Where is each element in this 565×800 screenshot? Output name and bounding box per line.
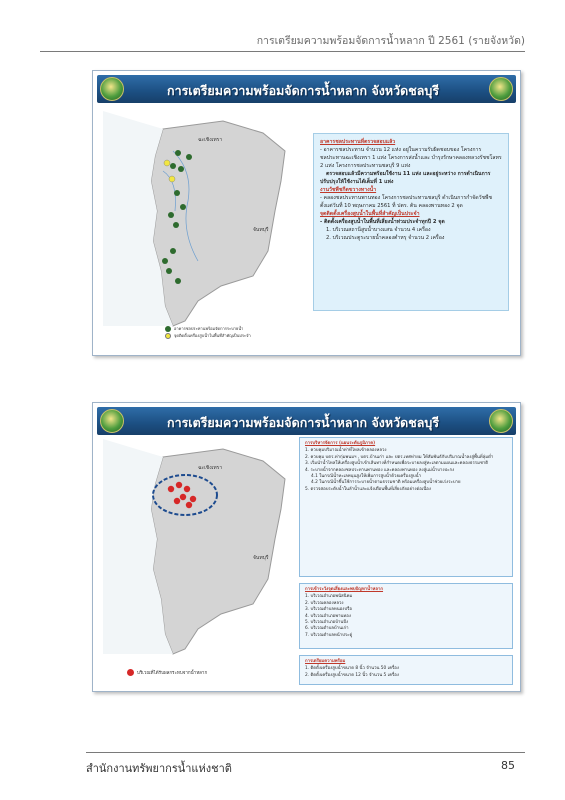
paragraph: - อาคารชลประทาน จำนวน 12 แห่ง อยู่ในความรับผิดชอบของ โครงการชลประทานฉะเชิงเทรา 1 แห่ง โครงการส่งน้ำและ บำรุงรักษาคลองหลวงรัชชโลทร 2 แห่ง โครงการชลประทานชลบุรี 9 แห่ง <box>320 147 502 169</box>
irrigation-point <box>173 222 179 228</box>
irrigation-point <box>175 278 181 284</box>
paragraph: ตรวจสอบแล้วมีความพร้อมใช้งาน 11 แห่ง และอยู่ระหว่าง การดำเนินการปรับปรุงให้ใช้งานได้เต็มที่ 1 แห่ง <box>320 171 491 185</box>
section-heading: การบริหารจัดการ (แผนระดับภูมิภาค) <box>305 441 376 446</box>
emblem-icon <box>100 77 124 101</box>
irrigation-point <box>170 163 176 169</box>
section-heading: การเข้าระวังจุดเสี่ยงและพบปัญหาน้ำหลาก <box>305 587 384 592</box>
chonburi-map <box>103 439 288 679</box>
page-header-title: การเตรียมความพร้อมจัดการน้ำหลาก ปี 2561 (รายจังหวัด) <box>256 35 525 47</box>
risk-areas-box <box>299 583 513 649</box>
pump-point <box>169 176 175 182</box>
emblem-icon <box>100 409 124 433</box>
irrigation-point <box>170 248 176 254</box>
slide-2-title: การเตรียมความพร้อมจัดการน้ำหลาก จังหวัดชลบุรี <box>167 415 440 430</box>
list-item: 1. บริเวณอำเภอพนัสนิคม <box>305 594 353 600</box>
list-item: 1. ควบคุมปริมาณน้ำท่าที่ไหลเข้าคลองหลวง <box>305 448 387 454</box>
irrigation-point <box>175 150 181 156</box>
flood-point <box>176 482 182 488</box>
yellow-circle-icon <box>165 333 171 339</box>
flood-point <box>180 494 186 500</box>
emblem-icon <box>489 77 513 101</box>
list-item: 5. บริเวณอำเภอบ้านบึง <box>305 620 349 626</box>
slide-2 <box>92 402 521 692</box>
slide-2-banner <box>97 407 516 435</box>
slide-1 <box>92 70 521 356</box>
legend-item: อาคารชลประทานพร้อมจัดการระบายน้ำ <box>165 325 251 332</box>
irrigation-point <box>174 190 180 196</box>
section-heading: อาคารชลประทานที่ตรวจสอบแล้ว <box>320 139 396 145</box>
slide-1-title: การเตรียมความพร้อมจัดการน้ำหลาก จังหวัดชลบุรี <box>167 83 440 98</box>
flood-point <box>186 502 192 508</box>
map-label-right: จันทบุรี <box>253 227 269 233</box>
province-outline <box>151 121 285 326</box>
irrigation-point <box>166 268 172 274</box>
chonburi-map <box>103 111 288 351</box>
footer-org: สำนักงานทรัพยากรน้ำแห่งชาติ <box>86 762 232 775</box>
irrigation-point <box>178 166 184 172</box>
pump-point <box>164 160 170 166</box>
list-item: 2. บริเวณคลองหลวง <box>305 600 344 606</box>
emblem-icon <box>489 409 513 433</box>
list-item: 5. ตรวจสอบระดับน้ำในลำน้ำและแจ้งเตือนพื้นที่เสี่ยงภัยอย่างต่อเนื่อง <box>305 486 431 492</box>
province-outline <box>151 449 285 654</box>
list-item: 2. ควบคุม บตร.ท่ากุ่มพนมฯ , บตร.บ้านเก่า และ ปตร.เทศท่ายม ให้สัมพันธ์กับปริมาณน้ำลงสู่พื้นที่ลุ่มต่ำ <box>305 454 494 460</box>
flood-point <box>168 486 174 492</box>
management-box <box>299 437 513 577</box>
list-item: 1. ติดตั้งเครื่องสูบน้ำขนาด 8 นิ้ว จำนวน 50 เครื่อง <box>305 666 399 672</box>
section-heading: จุดติดตั้งเครื่องสูบน้ำในพื้นที่สำคัญเป็นประจำ <box>320 211 420 217</box>
page-header <box>40 30 525 52</box>
slide-1-textbox <box>313 133 509 311</box>
list-item: 2. ติดตั้งเครื่องสูบน้ำขนาด 12 นิ้ว จำนวน 5 เครื่อง <box>305 672 399 678</box>
list-item: 4. บริเวณอำเภอพานทอง <box>305 613 351 619</box>
slide-1-banner <box>97 75 516 103</box>
list-item: 3. บริเวณตำบลหนองปรือ <box>305 607 352 613</box>
list-item: 3. เริ่มนำน้ำไหลให้เครื่องสูบน้ำเข้าเส้นทางที่กำหนดเพื่อระบายลงสู่ทะเลตามแผนและคลองธรรมชาติ <box>305 461 489 467</box>
page-number: 85 <box>501 759 515 772</box>
slide-2-legend: บริเวณที่ได้รับผลกระทบจากน้ำหลาก <box>127 669 207 676</box>
irrigation-point <box>168 212 174 218</box>
preparedness-box <box>299 655 513 685</box>
list-item: 4.1 ในกรณีน้ำทะเลหนุนสูงให้เพิ่มการสูบน้ำด้วยเครื่องสูบน้ำ <box>311 474 421 480</box>
map-label-right: จันทบุรี <box>253 555 269 561</box>
page-footer <box>86 752 525 778</box>
section-heading: การเตรียมความพร้อม <box>305 659 346 664</box>
list-item: 2. บริเวณประตูระบายน้ำคลองตำหรุ จำนวน 2 เครื่อง <box>326 235 445 241</box>
irrigation-point <box>180 204 186 210</box>
flood-point <box>174 498 180 504</box>
irrigation-point <box>162 258 168 264</box>
legend-item: จุดติดตั้งเครื่องสูบน้ำในพื้นที่สำคัญเป็นประจำ <box>165 332 251 339</box>
irrigation-point <box>186 154 192 160</box>
list-item: 6. บริเวณตำบลบ้านเก่า <box>305 626 349 632</box>
paragraph: - ติดตั้งเครื่องสูบน้ำในพื้นที่เสี่ยงน้ำท่วมประจำทุกปี 2 จุด <box>320 219 445 225</box>
section-heading: งานวัชพืชกีดขวางทางน้ำ <box>320 187 377 193</box>
slide-1-legend <box>165 325 251 339</box>
map-label-top: ฉะเชิงเทรา <box>198 465 223 471</box>
list-item: 1. บริเวณสถานีสูบน้ำบางแสน จำนวน 4 เครื่อง <box>326 227 431 233</box>
list-item: 4. ระบายน้ำจากคลองชลประทานพานทอง และคลองพานทอง ลงสู่แม่น้ำบางปะกง <box>305 467 455 473</box>
map-label-top: ฉะเชิงเทรา <box>198 137 223 143</box>
green-circle-icon <box>165 326 171 332</box>
paragraph: - คลองชลประทานพานทอง โครงการชลประทานชลบุรี ดำเนินการกำจัดวัชพืช ตั้งแต่วันที่ 10 พฤษภาคม 2561 ที่ ปตร. ต้น คลองพานทอง 2 จุด <box>320 195 492 209</box>
flood-point <box>190 496 196 502</box>
list-item: 7. บริเวณตำบลหน้าประดู่ <box>305 632 353 638</box>
red-circle-icon <box>127 669 134 676</box>
flood-point <box>184 486 190 492</box>
list-item: 4.2 ในกรณีน้ำขึ้นใช้การระบายน้ำตามธรรมชาติ พร้อมเครื่องสูบน้ำช่วยเร่งระบาย <box>311 480 461 486</box>
